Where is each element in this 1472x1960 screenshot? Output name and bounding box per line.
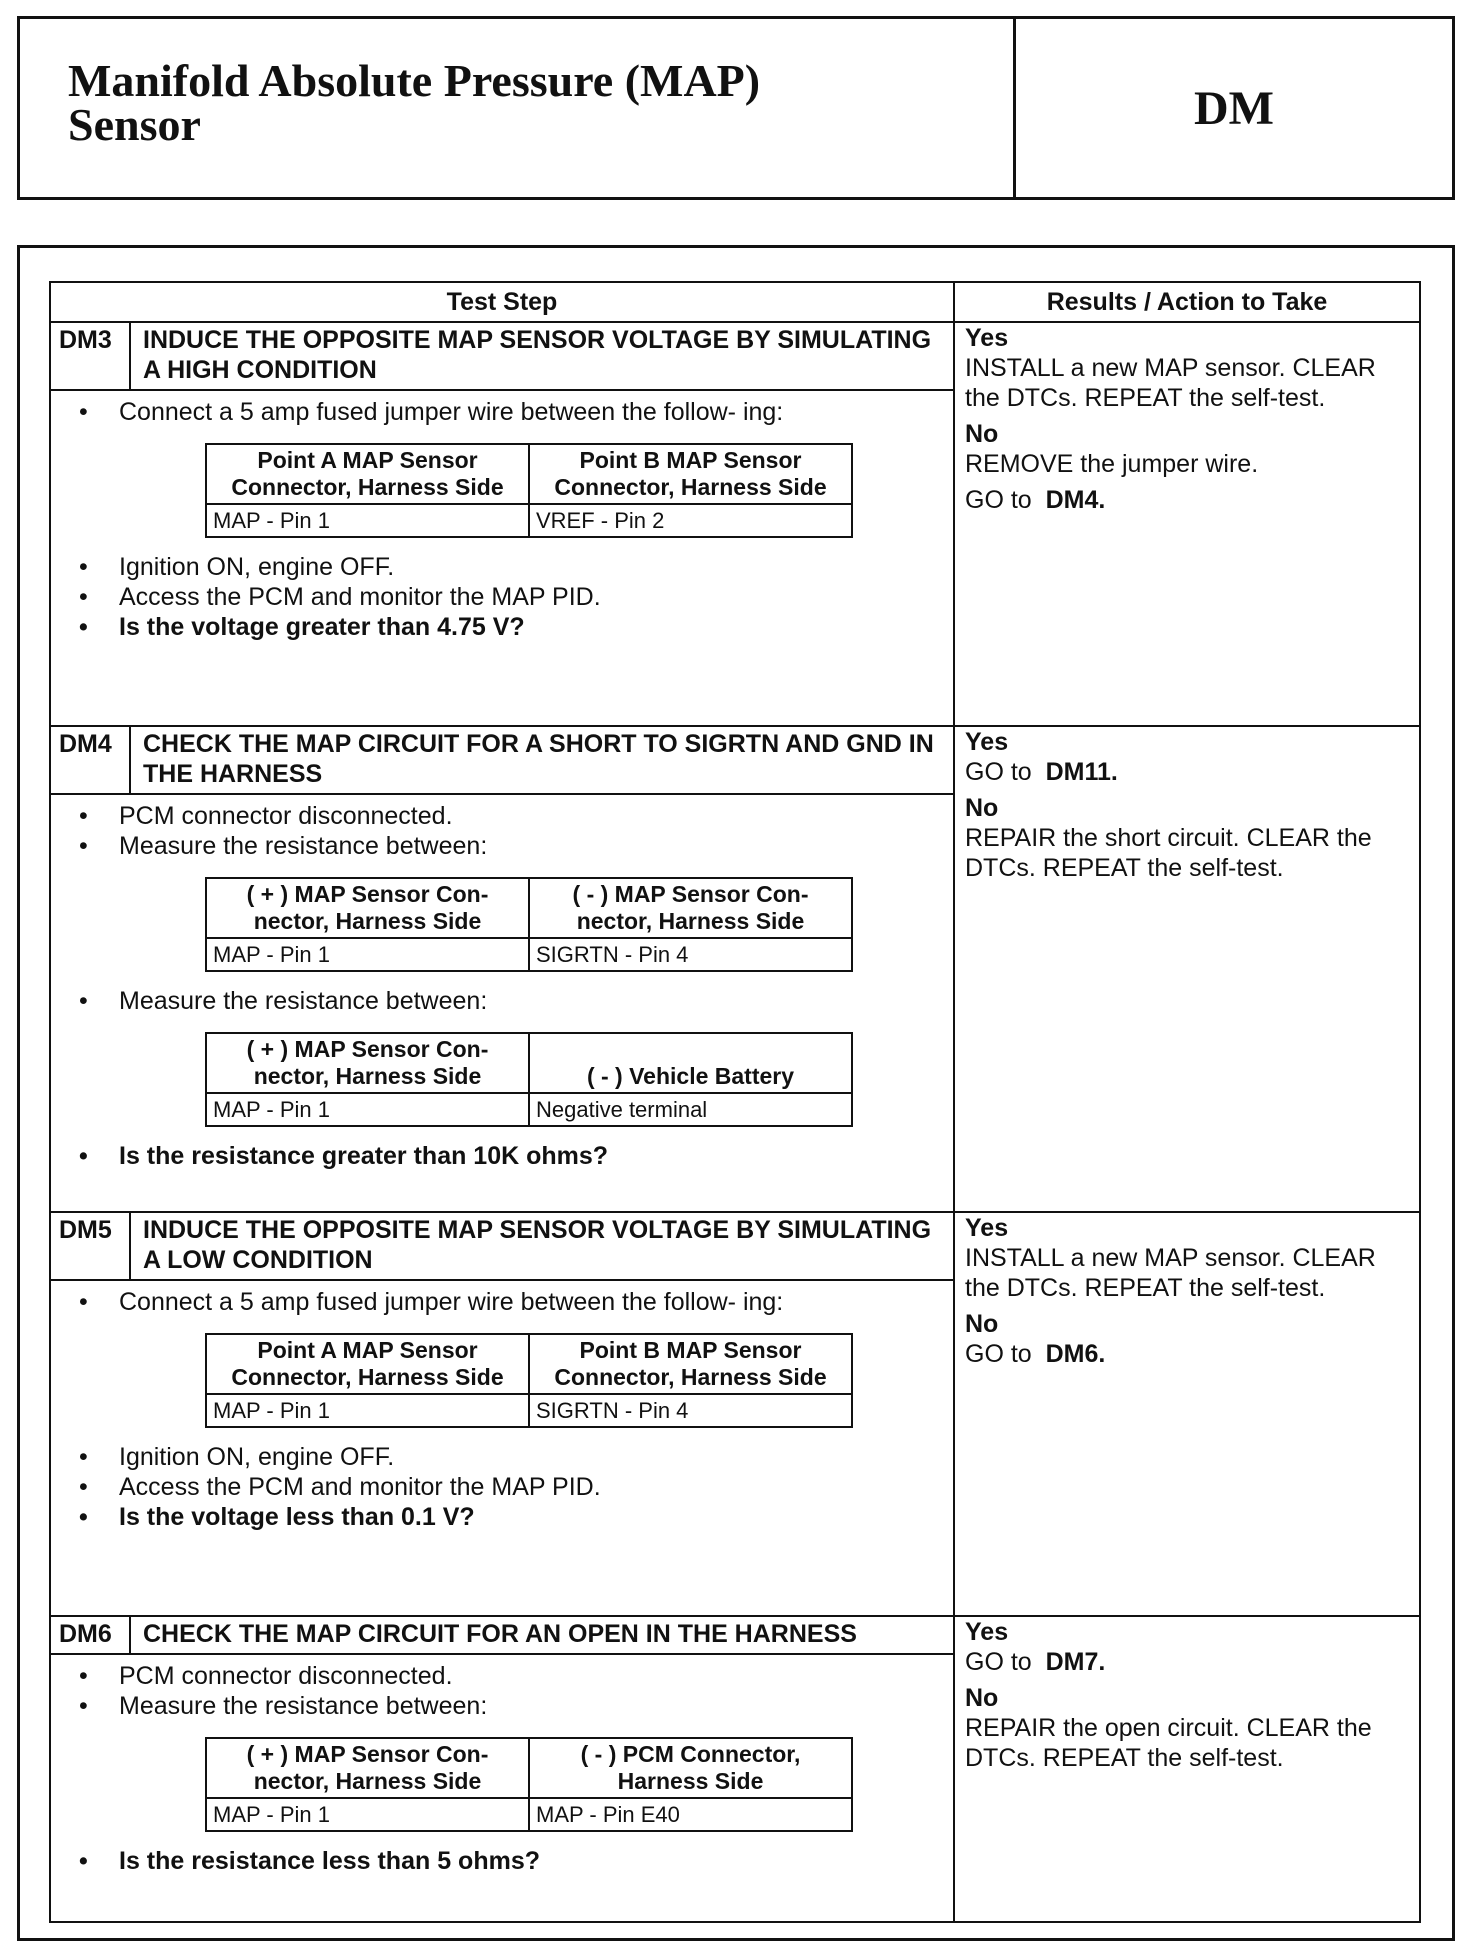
section-code: DM — [1194, 81, 1274, 135]
step-header — [51, 1617, 953, 1655]
no-action: REMOVE the jumper wire. — [965, 450, 1259, 478]
instruction-item: • PCM connector disconnected. — [77, 1661, 945, 1691]
connection-header-b: Point B MAP Sensor Connector, Harness Side — [529, 444, 852, 504]
step-row-dm6 — [50, 1616, 1420, 1922]
step-instructions — [77, 801, 945, 861]
connection-value-plus: MAP - Pin 1 — [206, 1093, 529, 1126]
connection-header-minus: ( - ) MAP Sensor Con- nector, Harness Side — [529, 878, 852, 938]
step-instructions-2 — [77, 1442, 945, 1532]
step-question: • Is the resistance greater than 10K ohms? — [77, 1141, 945, 1171]
goto-target: DM4. — [1045, 486, 1106, 514]
connection-value-minus: SIGRTN - Pin 4 — [529, 938, 852, 971]
goto-text: GO to — [965, 486, 1032, 514]
no-label: No — [965, 1310, 999, 1338]
col-header-test-step: Test Step — [50, 282, 954, 322]
instruction-item: • Connect a 5 amp fused jumper wire between the follow- ing: — [77, 1287, 945, 1317]
step-row-dm4 — [50, 726, 1420, 1212]
step-row-dm3 — [50, 322, 1420, 726]
connection-header-minus: ( - ) PCM Connector, Harness Side — [529, 1738, 852, 1798]
page-header — [17, 16, 1455, 200]
step-id: DM5 — [51, 1213, 131, 1279]
step-instructions-2 — [77, 552, 945, 642]
connection-table — [205, 1333, 853, 1428]
instruction-item: • Access the PCM and monitor the MAP PID. — [77, 582, 945, 612]
step-instructions-2 — [77, 1141, 945, 1171]
test-step-cell — [50, 726, 954, 1212]
step-question: • Is the voltage less than 0.1 V? — [77, 1502, 945, 1532]
step-id: DM4 — [51, 727, 131, 793]
goto-target: DM7. — [1045, 1648, 1106, 1676]
test-step-cell — [50, 322, 954, 726]
no-label: No — [965, 1684, 999, 1712]
connection-value-a: MAP - Pin 1 — [206, 504, 529, 537]
yes-action: INSTALL a new MAP sensor. CLEAR the DTCs. REPEAT the self-test. — [965, 1244, 1376, 1302]
test-step-cell — [50, 1212, 954, 1616]
step-header — [51, 323, 953, 391]
connection-header-plus: ( + ) MAP Sensor Con- nector, Harness Side — [206, 1738, 529, 1798]
instruction-item: • Ignition ON, engine OFF. — [77, 552, 945, 582]
yes-label: Yes — [965, 324, 1009, 352]
connection-value-minus: Negative terminal — [529, 1093, 852, 1126]
col-header-results: Results / Action to Take — [954, 282, 1420, 322]
goto-text: GO to — [965, 1340, 1032, 1368]
step-question: • Is the voltage greater than 4.75 V? — [77, 612, 945, 642]
step-instructions-2 — [77, 1846, 945, 1876]
connection-value-minus: MAP - Pin E40 — [529, 1798, 852, 1831]
connection-table — [205, 1737, 853, 1832]
connection-value-b: SIGRTN - Pin 4 — [529, 1394, 852, 1427]
connection-table — [205, 443, 853, 538]
step-title: INDUCE THE OPPOSITE MAP SENSOR VOLTAGE BY SIMULATING A HIGH CONDITION — [143, 326, 932, 384]
connection-value-plus: MAP - Pin 1 — [206, 1798, 529, 1831]
step-row-dm5 — [50, 1212, 1420, 1616]
step-id: DM3 — [51, 323, 131, 389]
goto-target: DM11. — [1045, 758, 1118, 786]
connection-header-minus: ( - ) Vehicle Battery — [529, 1033, 852, 1093]
goto-target: DM6. — [1045, 1340, 1106, 1368]
step-id: DM6 — [51, 1617, 131, 1653]
page-title — [20, 19, 1016, 197]
step-instructions — [77, 1287, 945, 1317]
results-cell — [954, 322, 1420, 726]
connection-value-a: MAP - Pin 1 — [206, 1394, 529, 1427]
instruction-item: • Measure the resistance between: — [77, 986, 945, 1016]
no-label: No — [965, 420, 999, 448]
goto-text: GO to — [965, 758, 1032, 786]
no-action: REPAIR the short circuit. CLEAR the DTCs. REPEAT the self-test. — [965, 824, 1372, 882]
results-cell — [954, 1616, 1420, 1922]
connection-header-plus: ( + ) MAP Sensor Con- nector, Harness Side — [206, 878, 529, 938]
yes-label: Yes — [965, 1618, 1009, 1646]
yes-label: Yes — [965, 1214, 1009, 1242]
yes-label: Yes — [965, 728, 1009, 756]
diagnostic-table — [49, 281, 1421, 1923]
connection-table-2 — [205, 1032, 853, 1127]
connection-table — [205, 877, 853, 972]
connection-header-b: Point B MAP Sensor Connector, Harness Side — [529, 1334, 852, 1394]
connection-value-plus: MAP - Pin 1 — [206, 938, 529, 971]
step-header — [51, 1213, 953, 1281]
no-label: No — [965, 794, 999, 822]
title-line-2: Sensor — [68, 99, 201, 150]
step-title: CHECK THE MAP CIRCUIT FOR A SHORT TO SIGRTN AND GND IN THE HARNESS — [143, 730, 934, 788]
step-instructions — [77, 397, 945, 427]
instruction-item: • Measure the resistance between: — [77, 831, 945, 861]
connection-header-a: Point A MAP Sensor Connector, Harness Side — [206, 1334, 529, 1394]
step-header — [51, 727, 953, 795]
results-cell — [954, 726, 1420, 1212]
step-title: CHECK THE MAP CIRCUIT FOR AN OPEN IN THE HARNESS — [143, 1620, 857, 1648]
no-action: REPAIR the open circuit. CLEAR the DTCs. REPEAT the self-test. — [965, 1714, 1372, 1772]
instruction-item: • PCM connector disconnected. — [77, 801, 945, 831]
step-title: INDUCE THE OPPOSITE MAP SENSOR VOLTAGE BY SIMULATING A LOW CONDITION — [143, 1216, 932, 1274]
instruction-item: • Access the PCM and monitor the MAP PID. — [77, 1472, 945, 1502]
connection-header-a: Point A MAP Sensor Connector, Harness Side — [206, 444, 529, 504]
yes-action: INSTALL a new MAP sensor. CLEAR the DTCs. REPEAT the self-test. — [965, 354, 1376, 412]
step-instructions-mid — [77, 986, 945, 1016]
step-instructions — [77, 1661, 945, 1721]
results-cell — [954, 1212, 1420, 1616]
table-header-row — [50, 282, 1420, 322]
test-step-cell — [50, 1616, 954, 1922]
instruction-item: • Measure the resistance between: — [77, 1691, 945, 1721]
instruction-item: • Ignition ON, engine OFF. — [77, 1442, 945, 1472]
connection-header-plus: ( + ) MAP Sensor Con- nector, Harness Side — [206, 1033, 529, 1093]
step-question: • Is the resistance less than 5 ohms? — [77, 1846, 945, 1876]
connection-value-b: VREF - Pin 2 — [529, 504, 852, 537]
title-line-1: Manifold Absolute Pressure (MAP) — [68, 55, 761, 106]
goto-text: GO to — [965, 1648, 1032, 1676]
instruction-item: • Connect a 5 amp fused jumper wire between the follow- ing: — [77, 397, 945, 427]
